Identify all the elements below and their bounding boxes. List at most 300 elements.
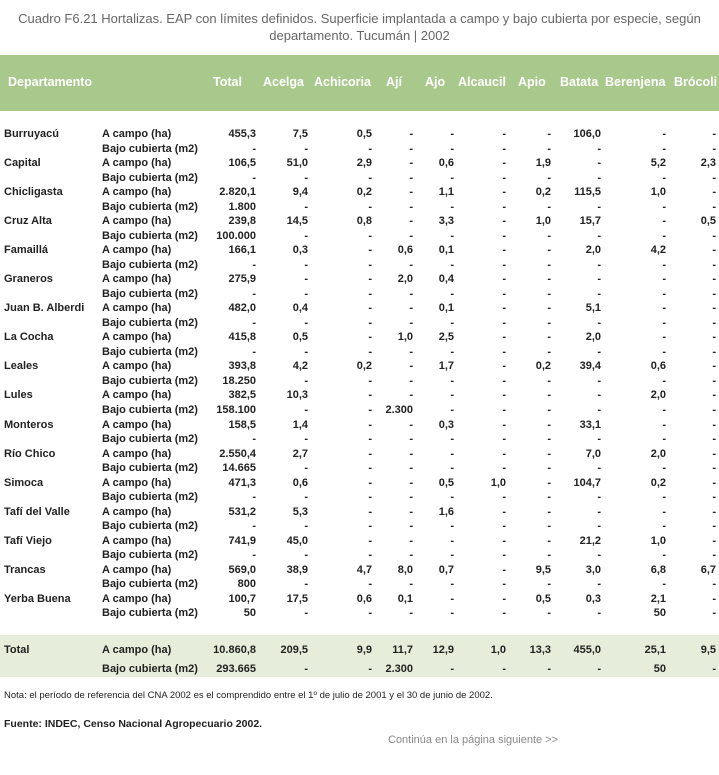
- cell-brocoli: -: [712, 520, 716, 533]
- cell-apio: -: [547, 128, 551, 140]
- table-row: [0, 330, 719, 345]
- cell-ajo: -: [450, 128, 454, 140]
- cell-apio: 0,2: [535, 186, 551, 199]
- table-row: [0, 127, 719, 142]
- cell-aji: 2,0: [397, 273, 413, 286]
- cell-total: -: [252, 316, 256, 329]
- cell-acelga: -: [304, 273, 308, 286]
- cell-ajo: 0,6: [438, 157, 454, 170]
- cell-apio: -: [547, 302, 551, 315]
- cell-ajo: -: [450, 403, 454, 416]
- cell-total: 293.665: [216, 663, 256, 675]
- cell-alcaucil: -: [502, 302, 506, 315]
- cell-acelga: -: [304, 374, 308, 387]
- row-type-label: A campo (ha): [102, 128, 172, 140]
- cell-aji: -: [409, 229, 413, 242]
- cell-achicoria: 9,9: [356, 644, 372, 656]
- cell-total: 382,5: [228, 389, 256, 402]
- cell-alcaucil: -: [502, 663, 506, 675]
- cell-aji: -: [409, 215, 413, 228]
- cell-berenjena: 0,6: [650, 360, 666, 373]
- row-type-label: Bajo cubierta (m2): [102, 374, 198, 387]
- row-type-label: Bajo cubierta (m2): [102, 258, 198, 271]
- cell-batata: -: [597, 273, 601, 286]
- header-alcaucil: Alcaucil: [458, 75, 506, 89]
- cell-achicoria: -: [368, 171, 372, 184]
- row-type-label: Bajo cubierta (m2): [102, 200, 198, 213]
- cell-berenjena: -: [662, 403, 666, 416]
- cell-ajo: -: [450, 258, 454, 271]
- cell-berenjena: 1,0: [650, 534, 666, 547]
- header-departamento: Departamento: [8, 75, 93, 89]
- cell-total: 741,9: [228, 534, 256, 547]
- cell-batata: 3,0: [585, 563, 601, 576]
- cell-apio: -: [547, 229, 551, 242]
- cell-alcaucil: -: [502, 534, 506, 547]
- cell-batata: -: [597, 607, 601, 620]
- cell-batata: 2,0: [585, 331, 601, 344]
- cell-batata: -: [597, 549, 601, 562]
- cell-achicoria: -: [368, 200, 372, 213]
- cell-achicoria: -: [368, 578, 372, 591]
- cell-total: 239,8: [228, 215, 256, 228]
- cell-brocoli: -: [712, 549, 716, 562]
- cell-brocoli: -: [712, 316, 716, 329]
- cell-achicoria: 0,8: [356, 215, 372, 228]
- row-type-label: Bajo cubierta (m2): [102, 229, 198, 242]
- table-row: [0, 643, 719, 658]
- cell-berenjena: -: [662, 200, 666, 213]
- cell-berenjena: -: [662, 316, 666, 329]
- cell-brocoli: -: [712, 128, 716, 140]
- cell-alcaucil: -: [502, 578, 506, 591]
- cell-apio: 9,5: [535, 563, 551, 576]
- cell-total: -: [252, 258, 256, 271]
- cell-berenjena: -: [662, 302, 666, 315]
- cell-aji: -: [409, 578, 413, 591]
- department-name: Juan B. Alberdi: [4, 302, 85, 315]
- cell-achicoria: -: [368, 534, 372, 547]
- cell-acelga: -: [304, 549, 308, 562]
- table-row: [0, 534, 719, 549]
- cell-total: 158.100: [216, 403, 256, 416]
- cell-achicoria: 0,5: [356, 128, 372, 140]
- cell-acelga: -: [304, 229, 308, 242]
- source-text: Fuente: INDEC, Censo Nacional Agropecuario 2002.: [4, 718, 263, 730]
- row-type-label: A campo (ha): [102, 505, 172, 518]
- cell-batata: -: [597, 171, 601, 184]
- cell-brocoli: -: [712, 491, 716, 504]
- cell-brocoli: -: [712, 331, 716, 344]
- cell-ajo: -: [450, 171, 454, 184]
- cell-achicoria: 0,2: [356, 186, 372, 199]
- cell-ajo: -: [450, 229, 454, 242]
- cell-achicoria: 2,9: [356, 157, 372, 170]
- cell-alcaucil: -: [502, 244, 506, 257]
- cell-apio: -: [547, 171, 551, 184]
- table-row: [0, 301, 719, 316]
- header-brocoli: Brócoli: [674, 75, 718, 89]
- cell-apio: -: [547, 389, 551, 402]
- department-name: Tafí del Valle: [4, 505, 70, 518]
- table-row: [0, 214, 719, 229]
- header-total: Total: [213, 75, 242, 89]
- department-name: Famaillá: [4, 244, 49, 257]
- cell-batata: -: [597, 157, 601, 170]
- cell-ajo: 0,4: [438, 273, 454, 286]
- cell-acelga: 4,2: [292, 360, 308, 373]
- cell-berenjena: 6,8: [650, 563, 666, 576]
- cell-achicoria: -: [368, 476, 372, 489]
- cell-achicoria: -: [368, 447, 372, 460]
- cell-brocoli: -: [712, 244, 716, 257]
- cell-brocoli: -: [712, 663, 716, 675]
- cell-achicoria: -: [368, 433, 372, 445]
- cell-aji: 0,6: [397, 244, 413, 257]
- row-type-label: Bajo cubierta (m2): [102, 663, 198, 675]
- cell-achicoria: 4,7: [356, 563, 372, 576]
- cell-brocoli: -: [712, 345, 716, 358]
- cell-ajo: 0,1: [438, 244, 454, 257]
- header-acelga: Acelga: [263, 75, 304, 89]
- cell-alcaucil: -: [502, 142, 506, 155]
- department-name: Río Chico: [4, 447, 56, 460]
- cell-total: -: [252, 549, 256, 562]
- cell-berenjena: 2,1: [650, 592, 666, 605]
- cell-apio: -: [547, 520, 551, 533]
- department-name: Monteros: [4, 418, 54, 431]
- cell-acelga: 0,4: [292, 302, 308, 315]
- cell-acelga: -: [304, 316, 308, 329]
- table-row: [0, 490, 719, 505]
- row-type-label: Bajo cubierta (m2): [102, 403, 198, 416]
- cell-ajo: -: [450, 433, 454, 445]
- cell-aji: 2.300: [385, 403, 413, 416]
- cell-batata: -: [597, 462, 601, 475]
- cell-apio: 1,0: [535, 215, 551, 228]
- cell-total: -: [252, 491, 256, 504]
- cell-ajo: 0,1: [438, 302, 454, 315]
- cell-alcaucil: -: [502, 186, 506, 199]
- cell-ajo: -: [450, 142, 454, 155]
- cell-apio: -: [547, 663, 551, 675]
- title-line-1: Cuadro F6.21 Hortalizas. EAP con límites definidos. Superficie implantada a campo y bajo cubierta por especie, según: [18, 11, 701, 26]
- cell-total: 10.860,8: [213, 644, 256, 656]
- cell-alcaucil: -: [502, 374, 506, 387]
- cell-aji: -: [409, 360, 413, 373]
- table-row: [0, 577, 719, 592]
- cell-ajo: -: [450, 520, 454, 533]
- cell-brocoli: -: [712, 229, 716, 242]
- cell-alcaucil: -: [502, 607, 506, 620]
- cell-acelga: -: [304, 287, 308, 300]
- cell-achicoria: -: [368, 302, 372, 315]
- cell-batata: -: [597, 374, 601, 387]
- cell-acelga: -: [304, 491, 308, 504]
- cell-total: 275,9: [228, 273, 256, 286]
- table-row: [0, 229, 719, 244]
- cell-aji: 0,1: [397, 592, 413, 605]
- cell-berenjena: -: [662, 273, 666, 286]
- cell-berenjena: -: [662, 505, 666, 518]
- cell-apio: -: [547, 447, 551, 460]
- cell-total: 100,7: [228, 592, 256, 605]
- cell-apio: -: [547, 200, 551, 213]
- cell-apio: -: [547, 374, 551, 387]
- cell-alcaucil: -: [502, 360, 506, 373]
- cell-apio: -: [547, 403, 551, 416]
- cell-brocoli: 2,3: [700, 157, 716, 170]
- cell-berenjena: -: [662, 258, 666, 271]
- header-batata: Batata: [560, 75, 599, 89]
- cell-brocoli: -: [712, 302, 716, 315]
- cell-ajo: -: [450, 578, 454, 591]
- cell-berenjena: 2,0: [650, 389, 666, 402]
- cell-total: 18.250: [222, 374, 256, 387]
- cell-berenjena: 50: [653, 607, 666, 620]
- cell-apio: 0,5: [535, 592, 551, 605]
- cell-alcaucil: -: [502, 447, 506, 460]
- cell-batata: 455,0: [573, 644, 601, 656]
- cell-apio: -: [547, 316, 551, 329]
- cell-total: -: [252, 433, 256, 445]
- cell-ajo: -: [450, 592, 454, 605]
- cell-alcaucil: -: [502, 171, 506, 184]
- cell-total: 14.665: [222, 462, 256, 475]
- cell-alcaucil: -: [502, 462, 506, 475]
- cell-batata: 39,4: [579, 360, 601, 373]
- row-type-label: Bajo cubierta (m2): [102, 433, 198, 445]
- cell-total: -: [252, 287, 256, 300]
- cell-alcaucil: -: [502, 229, 506, 242]
- cell-ajo: 0,5: [438, 476, 454, 489]
- cell-achicoria: -: [368, 607, 372, 620]
- cell-berenjena: -: [662, 128, 666, 140]
- department-name: Capital: [4, 157, 41, 170]
- cell-berenjena: -: [662, 229, 666, 242]
- header-ajo: Ajo: [425, 75, 446, 89]
- cell-ajo: -: [450, 389, 454, 402]
- cell-acelga: -: [304, 142, 308, 155]
- table-row: [0, 418, 719, 433]
- table-row: [0, 388, 719, 403]
- cell-aji: -: [409, 316, 413, 329]
- table-row: [0, 592, 719, 607]
- cell-total: 531,2: [228, 505, 256, 518]
- cell-alcaucil: -: [502, 316, 506, 329]
- header-berenjena: Berenjena: [605, 75, 666, 89]
- cell-achicoria: -: [368, 287, 372, 300]
- cell-brocoli: -: [712, 360, 716, 373]
- cell-achicoria: -: [368, 258, 372, 271]
- department-name: Total: [4, 644, 30, 656]
- cell-acelga: 0,6: [292, 476, 308, 489]
- cell-acelga: -: [304, 403, 308, 416]
- row-type-label: Bajo cubierta (m2): [102, 287, 198, 300]
- table-row: [0, 200, 719, 215]
- cell-aji: -: [409, 476, 413, 489]
- cell-total: -: [252, 142, 256, 155]
- cell-achicoria: -: [368, 418, 372, 431]
- cell-achicoria: -: [368, 462, 372, 475]
- cell-alcaucil: 1,0: [490, 644, 506, 656]
- table-row: [0, 287, 719, 302]
- title-line-2: departamento. Tucumán | 2002: [269, 28, 450, 43]
- cell-aji: 2.300: [385, 663, 413, 675]
- cell-apio: -: [547, 142, 551, 155]
- cell-ajo: 1,6: [438, 505, 454, 518]
- cell-alcaucil: -: [502, 157, 506, 170]
- table-row: [0, 156, 719, 171]
- cell-aji: -: [409, 389, 413, 402]
- row-type-label: Bajo cubierta (m2): [102, 345, 198, 358]
- cell-brocoli: 9,5: [700, 644, 716, 656]
- row-type-label: A campo (ha): [102, 447, 172, 460]
- cell-total: 100.000: [216, 229, 256, 242]
- cell-achicoria: -: [368, 229, 372, 242]
- cell-apio: -: [547, 345, 551, 358]
- cell-apio: -: [547, 578, 551, 591]
- cell-achicoria: -: [368, 345, 372, 358]
- row-type-label: Bajo cubierta (m2): [102, 491, 198, 504]
- cell-aji: -: [409, 447, 413, 460]
- table-row: [0, 374, 719, 389]
- cell-aji: -: [409, 505, 413, 518]
- cell-total: 800: [237, 578, 256, 591]
- cell-achicoria: -: [368, 663, 372, 675]
- table-row: [0, 359, 719, 374]
- cell-aji: 11,7: [392, 644, 413, 656]
- row-type-label: A campo (ha): [102, 302, 172, 315]
- cell-brocoli: -: [712, 200, 716, 213]
- cell-acelga: -: [304, 607, 308, 620]
- cell-batata: 5,1: [585, 302, 601, 315]
- cell-brocoli: 6,7: [700, 563, 716, 576]
- table-row: [0, 447, 719, 462]
- cell-achicoria: -: [368, 389, 372, 402]
- cell-ajo: 1,1: [438, 186, 454, 199]
- cell-alcaucil: -: [502, 258, 506, 271]
- cell-aji: -: [409, 287, 413, 300]
- cell-apio: -: [547, 287, 551, 300]
- table-row: [0, 606, 719, 621]
- cell-acelga: 2,7: [292, 447, 308, 460]
- cell-apio: -: [547, 331, 551, 344]
- cell-apio: -: [547, 433, 551, 445]
- cell-berenjena: 4,2: [650, 244, 666, 257]
- cell-brocoli: -: [712, 273, 716, 286]
- cell-acelga: -: [304, 171, 308, 184]
- row-type-label: A campo (ha): [102, 418, 172, 431]
- cell-ajo: -: [450, 549, 454, 562]
- cell-brocoli: -: [712, 607, 716, 620]
- cell-apio: 13,3: [529, 644, 551, 656]
- cell-alcaucil: -: [502, 331, 506, 344]
- department-name: Graneros: [4, 273, 53, 286]
- cell-acelga: -: [304, 433, 308, 445]
- row-type-label: A campo (ha): [102, 244, 172, 257]
- cell-aji: -: [409, 462, 413, 475]
- cell-batata: -: [597, 505, 601, 518]
- cell-achicoria: 0,2: [356, 360, 372, 373]
- cell-apio: -: [547, 258, 551, 271]
- table-row: [0, 272, 719, 287]
- cell-brocoli: -: [712, 447, 716, 460]
- row-type-label: A campo (ha): [102, 476, 172, 489]
- row-type-label: A campo (ha): [102, 534, 172, 547]
- cell-acelga: 0,5: [292, 331, 308, 344]
- department-name: Burruyacú: [4, 128, 60, 140]
- cell-alcaucil: -: [502, 128, 506, 140]
- cell-achicoria: -: [368, 549, 372, 562]
- cell-berenjena: -: [662, 520, 666, 533]
- header-achicoria: Achicoria: [314, 75, 371, 89]
- header-apio: Apio: [518, 75, 546, 89]
- cell-ajo: 1,7: [438, 360, 454, 373]
- table-row: [0, 505, 719, 520]
- footnote: Nota: el período de referencia del CNA 2002 es el comprendido entre el 1º de julio de 2001 y el 30 de junio de 2002.: [4, 690, 493, 701]
- cell-batata: -: [597, 316, 601, 329]
- cell-total: 455,3: [228, 128, 256, 140]
- cell-berenjena: -: [662, 345, 666, 358]
- cell-brocoli: -: [712, 534, 716, 547]
- cell-batata: -: [597, 520, 601, 533]
- cell-acelga: -: [304, 258, 308, 271]
- row-type-label: Bajo cubierta (m2): [102, 142, 198, 155]
- cell-achicoria: -: [368, 403, 372, 416]
- cell-aji: -: [409, 418, 413, 431]
- cell-alcaucil: -: [502, 418, 506, 431]
- cell-apio: -: [547, 534, 551, 547]
- table-row: [0, 548, 719, 563]
- cell-acelga: -: [304, 462, 308, 475]
- cell-batata: -: [597, 258, 601, 271]
- cell-aji: -: [409, 142, 413, 155]
- table-row: [0, 519, 719, 534]
- row-type-label: A campo (ha): [102, 389, 172, 402]
- cell-acelga: 38,9: [286, 563, 308, 576]
- cell-aji: -: [409, 491, 413, 504]
- cell-berenjena: 0,2: [650, 476, 666, 489]
- next-page-link[interactable]: Continúa en la página siguiente >>: [388, 734, 559, 746]
- row-type-label: A campo (ha): [102, 215, 172, 228]
- cell-alcaucil: -: [502, 287, 506, 300]
- cell-achicoria: -: [368, 520, 372, 533]
- cell-brocoli: -: [712, 433, 716, 445]
- row-type-label: A campo (ha): [102, 360, 172, 373]
- cell-apio: -: [547, 476, 551, 489]
- department-name: Cruz Alta: [4, 215, 52, 228]
- cell-acelga: 1,4: [292, 418, 308, 431]
- cell-ajo: -: [450, 287, 454, 300]
- cell-ajo: -: [450, 491, 454, 504]
- cell-batata: -: [597, 229, 601, 242]
- row-type-label: A campo (ha): [102, 644, 172, 656]
- cell-acelga: 9,4: [292, 186, 308, 199]
- cell-aji: -: [409, 171, 413, 184]
- cell-batata: -: [597, 389, 601, 402]
- cell-ajo: 12,9: [432, 644, 454, 656]
- table-header: [0, 55, 719, 111]
- cell-berenjena: -: [662, 491, 666, 504]
- cell-batata: -: [597, 663, 601, 675]
- cell-ajo: -: [450, 534, 454, 547]
- cell-ajo: -: [450, 345, 454, 358]
- cell-achicoria: -: [368, 505, 372, 518]
- cell-batata: 2,0: [585, 244, 601, 257]
- table-row: [0, 345, 719, 360]
- cell-ajo: -: [450, 200, 454, 213]
